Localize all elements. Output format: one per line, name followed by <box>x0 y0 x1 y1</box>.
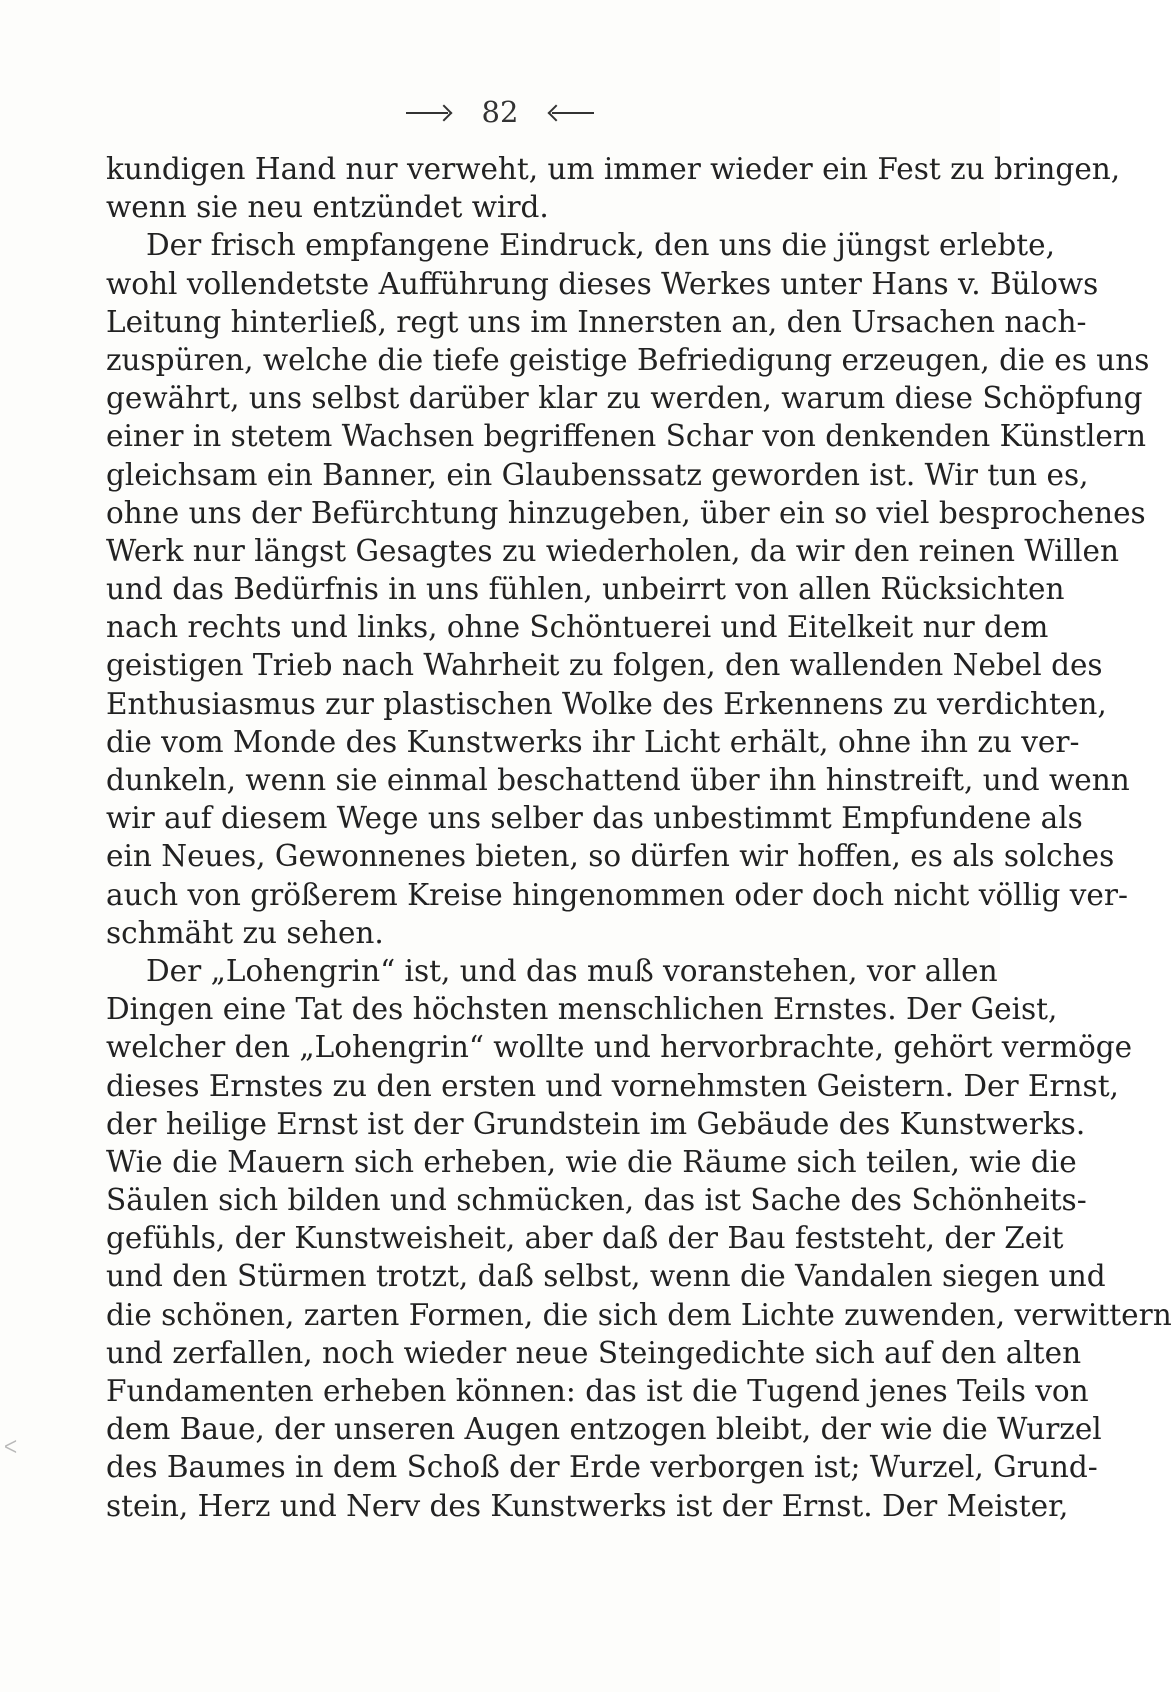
text-line: Wie die Mauern sich erheben, wie die Räume sich teilen, wie die <box>106 1144 1077 1179</box>
right-ornament-icon <box>544 105 594 119</box>
text-line: auch von größerem Kreise hingenommen oder doch nicht völlig ver- <box>106 877 1128 912</box>
text-line: wenn sie neu entzündet wird. <box>106 190 549 225</box>
text-line: kundigen Hand nur verweht, um immer wieder ein Fest zu bringen, <box>106 152 1121 186</box>
text-line: einer in stetem Wachsen begriffenen Schar von denkenden Künstlern <box>106 419 1146 454</box>
text-line: des Baumes in dem Schoß der Erde verborgen ist; Wurzel, Grund- <box>106 1450 1098 1485</box>
page-header <box>0 92 1000 132</box>
page-number: 82 <box>481 95 519 129</box>
text-line: wir auf diesem Wege uns selber das unbestimmt Empfundene als <box>106 801 1083 836</box>
text-line: Enthusiasmus zur plastischen Wolke des Erkennens zu verdichten, <box>106 686 1107 721</box>
text-line: ohne uns der Befürchtung hinzugeben, über ein so viel besprochenes <box>106 495 1146 530</box>
text-line: gleichsam ein Banner, ein Glaubenssatz geworden ist. Wir tun es, <box>106 457 1089 492</box>
text-line: und das Bedürfnis in uns fühlen, unbeirrt von allen Rücksichten <box>106 572 1065 607</box>
text-line: Dingen eine Tat des höchsten menschlichen Ernstes. Der Geist, <box>106 992 1058 1027</box>
text-line: welcher den „Lohengrin“ wollte und hervorbrachte, gehört vermöge <box>106 1030 1133 1065</box>
text-line: Der „Lohengrin“ ist, und das muß voranstehen, vor allen <box>146 953 998 988</box>
text-line: der heilige Ernst ist der Grundstein im Gebäude des Kunstwerks. <box>106 1106 1086 1141</box>
text-line: wohl vollendetste Aufführung dieses Werkes unter Hans v. Bülows <box>106 266 1099 301</box>
text-line: gefühls, der Kunstweisheit, aber daß der Bau feststeht, der Zeit <box>106 1221 1064 1256</box>
text-line: die vom Monde des Kunstwerks ihr Licht erhält, ohne ihn zu ver- <box>106 724 1080 759</box>
left-ornament-icon <box>406 105 456 119</box>
text-line: die schönen, zarten Formen, die sich dem Lichte zuwenden, verwittern <box>106 1297 1172 1332</box>
text-line: dem Baue, der unseren Augen entzogen bleibt, der wie die Wurzel <box>106 1412 1102 1447</box>
body-text <box>106 150 1172 1525</box>
text-line: Säulen sich bilden und schmücken, das ist Sache des Schönheits- <box>106 1183 1087 1218</box>
text-line: dieses Ernstes zu den ersten und vornehmsten Geistern. Der Ernst, <box>106 1068 1119 1103</box>
text-line: zuspüren, welche die tiefe geistige Befriedigung erzeugen, die es uns <box>106 342 1150 377</box>
text-line: dunkeln, wenn sie einmal beschattend über ihn hinstreift, und wenn <box>106 763 1130 797</box>
text-line: ein Neues, Gewonnenes bieten, so dürfen wir hoffen, es als solches <box>106 839 1115 874</box>
text-line: Fundamenten erheben können: das ist die Tugend jenes Teils von <box>106 1374 1089 1408</box>
text-line: schmäht zu sehen. <box>106 915 384 950</box>
text-line: nach rechts und links, ohne Schöntuerei und Eitelkeit nur dem <box>106 610 1049 645</box>
text-line: Werk nur längst Gesagtes zu wiederholen, da wir den reinen Willen <box>106 533 1119 568</box>
text-line: gewährt, uns selbst darüber klar zu werden, warum diese Schöpfung <box>106 381 1143 416</box>
text-line: und zerfallen, noch wieder neue Steingedichte sich auf den alten <box>106 1335 1082 1370</box>
text-line: und den Stürmen trotzt, daß selbst, wenn die Vandalen siegen und <box>106 1259 1106 1294</box>
text-line: geistigen Trieb nach Wahrheit zu folgen, den wallenden Nebel des <box>106 648 1103 683</box>
text-line: Leitung hinterließ, regt uns im Innersten an, den Ursachen nach- <box>106 304 1087 339</box>
text-line: Der frisch empfangene Eindruck, den uns die jüngst erlebte, <box>146 228 1055 263</box>
text-line: stein, Herz und Nerv des Kunstwerks ist der Ernst. Der Meister, <box>106 1488 1069 1523</box>
margin-mark-icon: ᐸ <box>4 1437 18 1458</box>
